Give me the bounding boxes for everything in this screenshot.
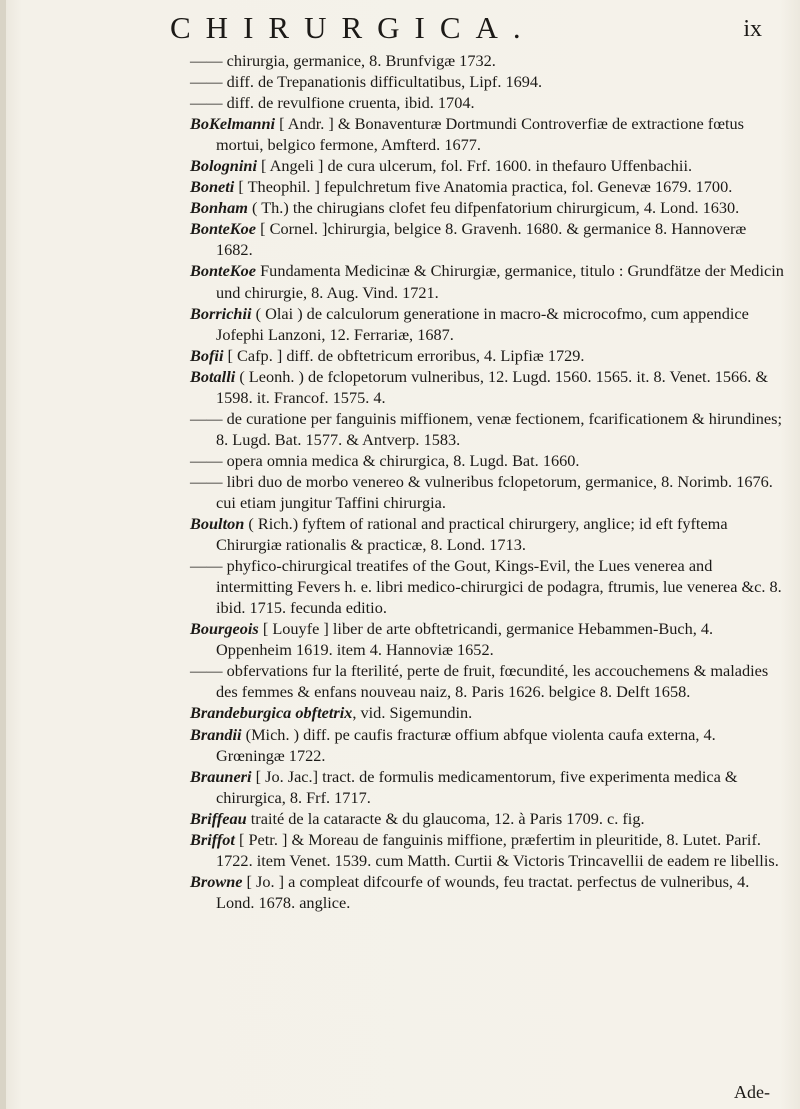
bibliography-entry: Bonham ( Th.) the chirugians clofet feu difpenfatorium chirurgicum, 4. Lond. 1630. <box>190 198 740 218</box>
bibliography-entry: Boneti [ Theophil. ] fepulchretum five Anatomia practica, fol. Genevæ 1679. 1700. <box>190 177 733 197</box>
bibliography-entry: Boulton ( Rich.) fyftem of rational and practical chirurgery, anglice; id eft fyftema Chirurgiæ rationalis & practicæ, 8. Lond. 1713. <box>190 514 728 555</box>
bibliography-entry: —— chirurgia, germanice, 8. Brunfvigæ 1732. <box>190 51 496 70</box>
bibliography-entry: Bourgeois [ Louyfe ] liber de arte obftetricandi, germanice Hebammen-Buch, 4. Oppenheim 1619. item 4. Hannoviæ 1652. <box>190 619 714 660</box>
bibliography-entry: Brandeburgica obftetrix, vid. Sigemundin. <box>190 703 473 723</box>
bibliography-entry: —— obfervations fur la fterilité, perte de fruit, fœcundité, les accouchemens & maladies des femmes & enfans nouveau naiz, 8. Paris 1626. belgice 8. Delft 1658. <box>190 661 769 702</box>
bibliography-entry: —— de curatione per fanguinis miffionem, venæ fectionem, fcarificationem & hirundines; 8. Lugd. Bat. 1577. & Antverp. 1583. <box>190 408 782 449</box>
bibliography-entry: BonteKoe Fundamenta Medicinæ & Chirurgiæ, germanice, titulo : Grundfätze der Medicin und chirurgie, 8. Aug. Vind. 1721. <box>190 261 784 302</box>
bibliography-entry: —— libri duo de morbo venereo & vulneribus fclopetorum, germanice, 8. Norimb. 1676. cui etiam jungitur Taffini chirurgia. <box>190 471 773 512</box>
bibliography-list <box>190 50 785 913</box>
running-title: CHIRURGICA. <box>170 10 536 45</box>
bibliography-entry: —— opera omnia medica & chirurgica, 8. Lugd. Bat. 1660. <box>190 450 580 470</box>
page-gutter <box>0 0 6 1109</box>
bibliography-entry: Brandii (Mich. ) diff. pe caufis fracturæ offium abfque violenta caufa externa, 4. Grœningæ 1722. <box>190 724 716 765</box>
bibliography-entry: Browne [ Jo. ] a compleat difcourfe of wounds, feu tractat. perfectus de vulneribus, 4. Lond. 1678. anglice. <box>190 871 750 912</box>
bibliography-entry: Brauneri [ Jo. Jac.] tract. de formulis medicamentorum, five experimenta medica & chirurgica, 8. Frf. 1717. <box>190 766 738 807</box>
bibliography-entry: Briffot [ Petr. ] & Moreau de fanguinis miffione, præfertim in pleuritide, 8. Lutet. Parif. 1722. item Venet. 1539. cum Matth. Curtii & Victoris Trincavellii de eadem re libellis. <box>190 829 779 870</box>
bibliography-entry: Bofii [ Cafp. ] diff. de obftetricum erroribus, 4. Lipfiæ 1729. <box>190 345 585 365</box>
bibliography-entry: Borrichii ( Olai ) de calculorum generatione in macro-& microcofmo, cum appendice Jofephi Lanzoni, 12. Ferrariæ, 1687. <box>190 303 749 344</box>
bibliography-entry: BoKelmanni [ Andr. ] & Bonaventuræ Dortmundi Controverfiæ de extractione fœtus mortui, belgico fermone, Amfterd. 1677. <box>190 114 744 155</box>
page-number: ix <box>743 16 762 42</box>
bibliography-entry: BonteKoe [ Cornel. ]chirurgia, belgice 8. Gravenh. 1680. & germanice 8. Hannoveræ 1682. <box>190 219 747 260</box>
bibliography-entry: —— phyfico-chirurgical treatifes of the Gout, Kings-Evil, the Lues venerea and intermitting Fevers h. e. libri medico-chirurgici de podagra, ftrumis, lue venerea &c. 8. ibid. 1715. fecunda editio. <box>190 556 782 618</box>
catchword: Ade- <box>734 1082 770 1102</box>
bibliography-entry: —— diff. de revulfione cruenta, ibid. 1704. <box>190 93 475 113</box>
page-header <box>170 10 770 50</box>
bibliography-entry: Botalli ( Leonh. ) de fclopetorum vulneribus, 12. Lugd. 1560. 1565. it. 8. Venet. 1566. & 1598. it. Francof. 1575. 4. <box>190 366 769 407</box>
bibliography-entry: Bolognini [ Angeli ] de cura ulcerum, fol. Frf. 1600. in thefauro Uffenbachii. <box>190 156 693 176</box>
bibliography-entry: Briffeau traité de la cataracte & du glaucoma, 12. à Paris 1709. c. fig. <box>190 808 645 828</box>
bibliography-entry: —— diff. de Trepanationis difficultatibus, Lipf. 1694. <box>190 72 543 92</box>
